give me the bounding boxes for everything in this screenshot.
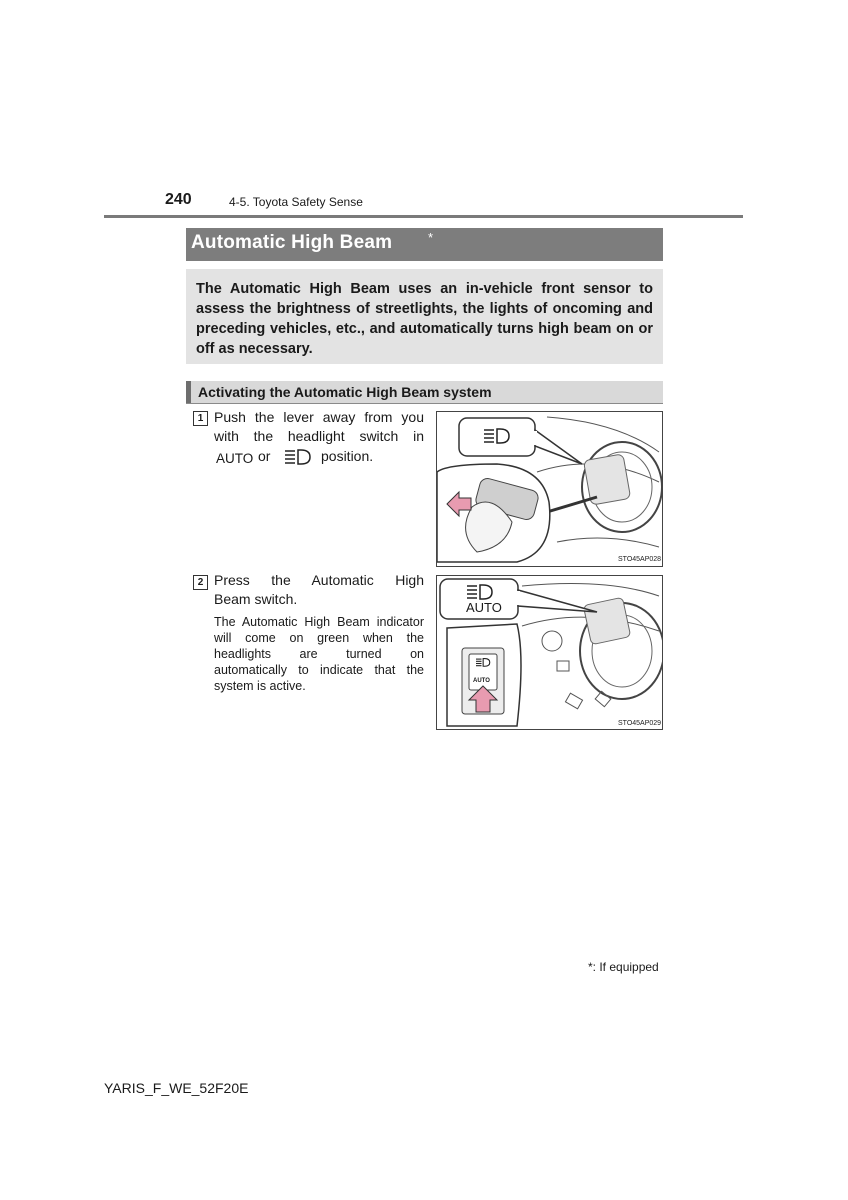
or-label: or: [258, 448, 271, 464]
switch-auto-label: AUTO: [473, 678, 490, 684]
auto-mode-label: AUTO: [216, 451, 254, 466]
header-divider: [104, 215, 743, 218]
step-2-note: The Automatic High Beam indicator will come on green when the headlights are turned on automatically to indicate that the system is active.: [214, 615, 424, 693]
position-label: position.: [321, 448, 374, 464]
sub-heading-bar: [186, 381, 663, 403]
figure-2-code: STO45AP029: [618, 720, 662, 727]
step-number-1: 1: [193, 411, 208, 426]
page-title: Automatic High Beam: [191, 232, 393, 253]
step-2-line-2: Beam switch.: [214, 591, 298, 607]
auto-high-beam-icon: [284, 449, 312, 470]
step-2-line-1: Press the Automatic High: [214, 572, 424, 588]
lever-illustration: [436, 411, 663, 567]
page-number: 240: [165, 191, 192, 208]
figure-1-code: STO45AP028: [618, 556, 662, 563]
step-1-line-3: [214, 447, 426, 467]
callout-auto-label: AUTO: [466, 600, 502, 615]
step-number-2: 2: [193, 575, 208, 590]
step-1-line-1: Push the lever away from you: [214, 409, 424, 425]
step-1-line-2: with the headlight switch in: [214, 428, 424, 444]
sub-heading-divider: [186, 403, 663, 404]
intro-text: The Automatic High Beam uses an in-vehicle front sensor to assess the brightness of streetlights, the lights of oncoming and preceding vehicles, etc., and automatically turns high beam on or off as necessary.: [196, 281, 653, 357]
title-asterisk: *: [428, 230, 434, 245]
intro-box: [186, 269, 663, 364]
section-reference: 4-5. Toyota Safety Sense: [229, 195, 363, 209]
footer-code: YARIS_F_WE_52F20E: [104, 1080, 249, 1096]
sub-heading: Activating the Automatic High Beam system: [198, 384, 492, 400]
switch-illustration: [436, 575, 663, 730]
footnote: *: If equipped: [588, 960, 659, 974]
title-bar: [186, 228, 663, 261]
